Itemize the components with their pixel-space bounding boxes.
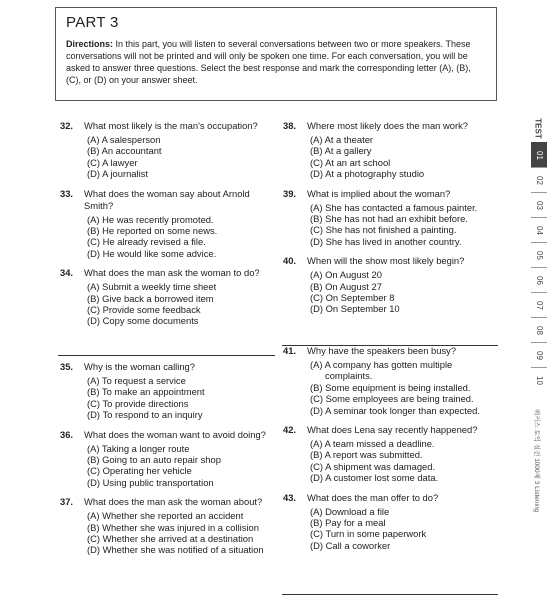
answer-option: (D) A seminar took longer than expected. [310,404,480,416]
question-text: What does Lena say recently happened? [307,423,478,435]
answer-option: (B) She has not had an exhibit before. [310,213,468,225]
answer-option: (B) At a gallery [310,145,372,157]
tab-label: 05 [534,250,544,260]
tab-test-09[interactable] [531,342,547,367]
answer-option: (B) Some equipment is being installed. [310,381,471,393]
answer-options [307,438,498,484]
question-text: What most likely is the man's occupation? [84,120,258,131]
answer-option: (A) She has contacted a famous painter. [310,201,478,213]
answer-option: (C) Turn in some paperwork [310,528,427,540]
question [283,345,498,416]
book-label: 해커스 토익 실전 1000제 3 Listening [533,408,541,512]
answer-option: (B) To make an appointment [87,386,205,398]
question [283,424,498,484]
answer-options [84,375,280,421]
questions-left-column [60,120,280,556]
group-separator [58,355,275,356]
tab-label: 08 [534,325,544,335]
answer-option: (A) Taking a longer route [87,442,190,454]
question [60,496,280,556]
question-number: 39. [283,187,297,199]
answer-option: (C) A lawyer [87,156,138,168]
answer-option: (B) Going to an auto repair shop [87,453,221,465]
answer-option: (C) A shipment was damaged. [310,460,436,472]
question-text: What does the woman want to avoid doing? [84,428,266,440]
directions-box [55,7,497,101]
answer-option: (A) Submit a weekly time sheet [87,281,217,293]
part-title: PART 3 [66,14,119,31]
answer-option: (B) Pay for a meal [310,516,386,528]
answer-option: (D) He would like some advice. [87,247,217,259]
answer-option: (C) She has not finished a painting. [310,224,457,236]
answer-option: (C) Some employees are being trained. [310,393,474,405]
tab-test-04[interactable] [531,217,547,242]
answer-options [84,281,280,327]
question-text: Why have the speakers been busy? [307,344,457,356]
question-text: What does the man offer to do? [307,491,439,503]
question [283,492,498,552]
tab-test-08[interactable] [531,317,547,342]
answer-options [84,443,280,489]
tab-label: 07 [534,300,544,310]
question [60,188,280,260]
question-number: 32. [60,120,74,131]
answer-option: (D) A customer lost some data. [310,472,439,484]
answer-option: (D) She has lived in another country. [310,235,462,247]
answer-option: (D) Whether she was notified of a situation [87,544,264,556]
answer-option: (C) He already revised a file. [87,236,206,248]
question [60,120,280,180]
tab-test-07[interactable] [531,292,547,317]
answer-option: (C) Provide some feedback [87,304,201,316]
question-number: 34. [60,267,74,279]
answer-option: (A) On August 20 [310,269,382,281]
directions-body: In this part, you will listen to several conversations between two or more speakers. These conversations will not be printed and will only be spoken one time. For each conversation, you will be asked to answer three questions. Select the best response and mark the corresponding letter (A), (B), (C), or (D) on your answer sheet. [66,39,471,85]
answer-option: (B) An accountant [87,145,162,157]
question-text: What does the man ask the woman about? [84,496,263,508]
answer-option: (A) A salesperson [87,134,161,145]
answer-option: (D) To respond to an inquiry [87,409,203,421]
answer-option: (A) A company has gotten multiple complaints. [310,358,453,382]
directions-text [66,38,486,86]
question-number: 41. [283,344,297,356]
question [283,120,498,180]
tab-test-03[interactable] [531,192,547,217]
question [60,429,280,489]
test-label: TEST [533,117,543,139]
question [60,267,280,327]
answer-option: (B) A report was submitted. [310,449,423,461]
tab-test-05[interactable] [531,242,547,267]
question-text: Where most likely does the man work? [307,120,469,131]
question-number: 43. [283,491,297,503]
answer-option: (D) A journalist [87,168,148,180]
answer-option: (D) At a photography studio [310,168,425,180]
answer-options [307,269,498,315]
tab-test-06[interactable] [531,267,547,292]
answer-option: (B) Whether she was injured in a collision [87,521,259,533]
answer-options [307,202,498,248]
question-text: What does the woman say about Arnold Smith? [84,187,250,211]
question-number: 40. [283,255,297,267]
answer-option: (D) Call a coworker [310,539,391,551]
question-text: Why is the woman calling? [84,360,195,372]
question-text: What is implied about the woman? [307,187,451,199]
answer-option: (A) Download a file [310,505,390,517]
answer-option: (D) Copy some documents [87,315,199,327]
answer-option: (B) He reported on some news. [87,225,218,237]
question-number: 33. [60,187,74,199]
answer-option: (A) A team missed a deadline. [310,437,435,449]
question-number: 38. [283,120,297,131]
question [60,361,280,421]
tab-test-01[interactable] [531,142,547,167]
question-number: 36. [60,428,74,440]
tab-label: 04 [534,225,544,235]
question-number: 37. [60,496,74,508]
tab-test-02[interactable] [531,167,547,192]
question-text: When will the show most likely begin? [307,255,465,267]
question [283,188,498,248]
answer-options [84,134,280,180]
answer-options [84,214,280,260]
answer-option: (C) Whether she arrived at a destination [87,532,254,544]
answer-options [307,359,498,416]
tab-label: 06 [534,275,544,285]
answer-options [307,506,498,552]
tab-label: 10 [534,375,544,385]
question-number: 42. [283,423,297,435]
directions-label: Directions: [66,39,114,49]
answer-option: (C) To provide directions [87,397,189,409]
tab-label: 02 [534,175,544,185]
answer-option: (A) He was recently promoted. [87,213,214,225]
question-number: 35. [60,360,74,372]
answer-option: (A) Whether she reported an accident [87,510,244,522]
question-text: What does the man ask the woman to do? [84,267,260,279]
group-separator [282,594,498,595]
answer-options [307,134,498,180]
question [283,255,498,315]
answer-option: (C) Operating her vehicle [87,465,192,477]
answer-options [84,510,280,556]
answer-option: (B) Give back a borrowed item [87,292,214,304]
test-tabs [531,142,547,392]
answer-option: (B) On August 27 [310,280,382,292]
answer-option: (A) At a theater [310,134,374,145]
tab-label: 03 [534,200,544,210]
group-separator [282,345,498,346]
questions-right-column [283,120,498,551]
tab-label: 09 [534,350,544,360]
tab-label: 01 [534,150,544,160]
answer-option: (A) To request a service [87,374,186,386]
answer-option: (C) At an art school [310,156,391,168]
answer-option: (C) On September 8 [310,292,395,304]
answer-option: (D) On September 10 [310,303,400,315]
answer-option: (D) Using public transportation [87,476,214,488]
